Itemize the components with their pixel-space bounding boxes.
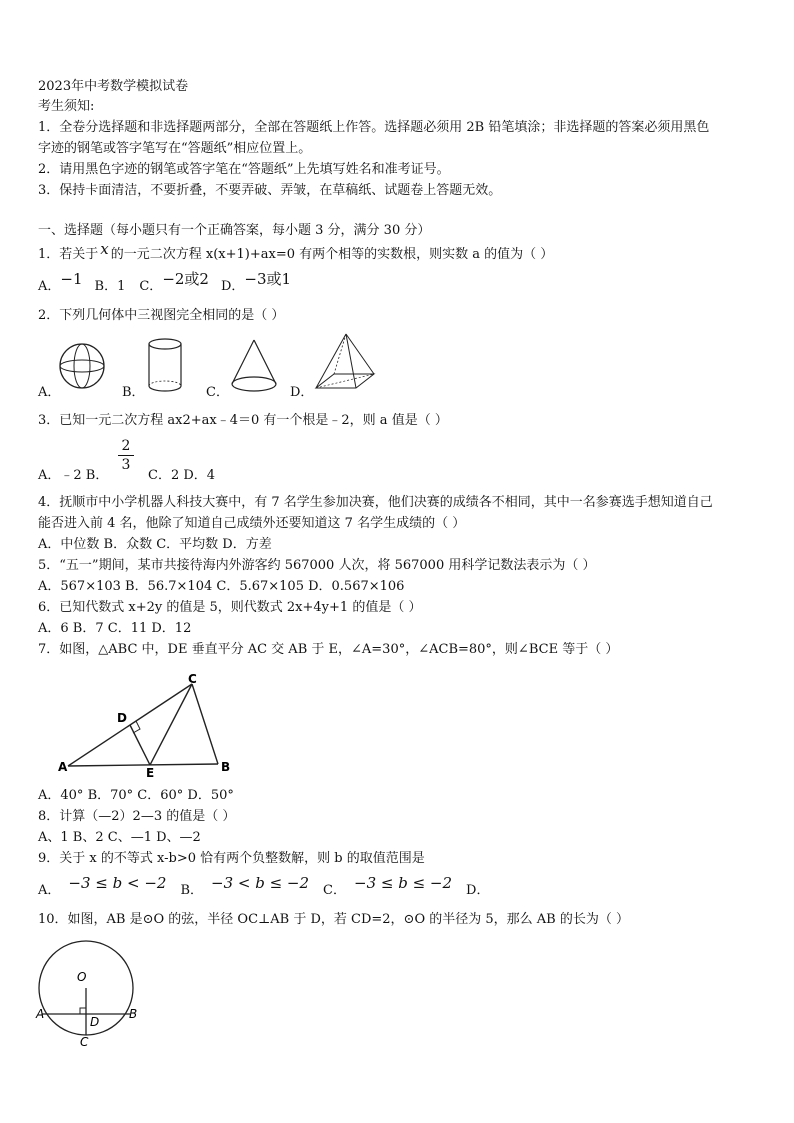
q9-stem: 9．关于 x 的不等式 x-b>0 恰有两个负整数解，则 b 的取值范围是 — [38, 851, 425, 866]
label-c: C — [188, 672, 197, 686]
q1-opt-b: 1 — [117, 279, 126, 294]
exam-title: 2023年中考数学模拟试卷 — [38, 79, 189, 94]
label-b-circle: B — [129, 1007, 138, 1021]
q9-opt-b: −3 < b ≤ −2 — [211, 874, 310, 892]
triangle-figure — [56, 672, 236, 778]
q3-frac-den: 3 — [121, 457, 131, 473]
notice-3: 3．保持卡面清洁，不要折叠，不要弄破、弄皱，在草稿纸、试题卷上答题无效。 — [38, 183, 502, 198]
q3-fraction — [118, 438, 134, 473]
sphere-figure — [58, 338, 106, 394]
q2-opt-a: A． — [38, 385, 61, 400]
q1-stem-a: 1．若关于 — [38, 247, 99, 262]
sphere-meridian — [74, 344, 90, 388]
cylinder-figure — [143, 336, 187, 396]
q1-stem — [38, 240, 554, 264]
q3-opts-prefix: A．﹣2 B． — [38, 468, 109, 483]
q3-opts-suffix: C．2 D．4 — [148, 468, 216, 483]
circle-figure — [34, 936, 146, 1048]
q9-opt-a: −3 ≤ b < −2 — [68, 874, 167, 892]
q2-opt-c: C． — [206, 385, 229, 400]
q9-opt-c: −3 ≤ b ≤ −2 — [354, 874, 453, 892]
q1-opt-d-label: D． — [220, 279, 245, 294]
q6-stem: 6．已知代数式 x+2y 的值是 5，则代数式 2x+4y+1 的值是（ ） — [38, 600, 422, 615]
q4-stem-a: 4．抚顺市中小学机器人科技大赛中，有 7 名学生参加决赛，他们决赛的成绩各不相同，其中一名参赛选手想知道自己 — [38, 495, 713, 510]
q7-options: A．40° B．70° C．60° D．50° — [38, 788, 234, 803]
q1-opt-d: −3或1 — [244, 270, 292, 288]
label-b: B — [221, 760, 231, 774]
q3-stem: 3．已知一元二次方程 ax2+ax﹣4＝0 有一个根是﹣2，则 a 值是（ ） — [38, 413, 448, 428]
cylinder-bottom-back — [149, 381, 181, 386]
notice-1a: 1．全卷分选择题和非选择题两部分，全部在答题纸上作答。选择题必须用 2B 铅笔填涂；非选择题的答案必须用黑色 — [38, 120, 710, 135]
q9-opt-c-label: C． — [323, 883, 346, 898]
q2-opt-d: D． — [290, 385, 314, 400]
q9-options — [38, 874, 490, 900]
notice-title: 考生须知: — [38, 99, 95, 114]
notice-1b: 字迹的钢笔或答字笔写在“答题纸”相应位置上。 — [38, 141, 312, 156]
q1-options — [38, 270, 292, 296]
label-a: A — [58, 760, 68, 774]
right-angle-mark-circle — [80, 1008, 86, 1014]
q1-opt-a-label: A． — [38, 279, 61, 294]
q1-opt-c-label: C． — [139, 279, 163, 294]
cylinder-bottom-front — [149, 386, 181, 391]
q2-opt-b: B． — [122, 385, 145, 400]
q1-var: x — [100, 240, 109, 258]
segment-de — [130, 725, 150, 765]
cone-base — [232, 377, 276, 391]
q2-stem: 2．下列几何体中三视图完全相同的是（ ） — [38, 308, 285, 323]
q5-options: A．567×103 B．56.7×104 C．5.67×105 D．0.567×106 — [38, 579, 405, 594]
q1-opt-c: −2或2 — [162, 270, 209, 288]
q9-opt-b-label: B． — [180, 883, 203, 898]
q8-stem: 8．计算（—2）2—3 的值是（ ） — [38, 809, 236, 824]
q1-opt-a: −1 — [60, 270, 83, 288]
q9-opt-d-label: D． — [466, 883, 490, 898]
q7-stem: 7．如图，△ABC 中，DE 垂直平分 AC 交 AB 于 E，∠A=30°，∠ACB=80°，则∠BCE 等于（ ） — [38, 642, 619, 657]
q3-frac-bar — [118, 455, 134, 456]
q1-stem-b: 的一元二次方程 x(x+1)+ax=0 有两个相等的实数根，则实数 a 的值为（ ） — [110, 247, 554, 262]
q6-options: A．6 B．7 C．11 D．12 — [38, 621, 192, 636]
q4-options: A．中位数 B．众数 C．平均数 D．方差 — [38, 537, 272, 552]
cylinder-top — [149, 339, 181, 349]
q4-stem-b: 能否进入前 4 名，他除了知道自己成绩外还要知道这 7 名学生成绩的（ ） — [38, 516, 466, 531]
cone-figure — [228, 336, 280, 396]
q3-frac-num: 2 — [121, 438, 131, 454]
label-e: E — [146, 766, 155, 778]
q1-opt-b-label: B． — [94, 279, 118, 294]
segment-ce — [150, 684, 192, 765]
side-bc — [192, 684, 218, 764]
q8-options: A、1 B、2 C、—1 D、—2 — [38, 830, 201, 845]
q5-stem: 5．“五一”期间，某市共接待海内外游客约 567000 人次，将 567000 用科学记数法表示为（ ） — [38, 558, 596, 573]
label-c-circle: C — [80, 1035, 89, 1048]
label-d: D — [117, 711, 127, 725]
pyramid-figure — [312, 330, 378, 396]
side-ab — [68, 764, 218, 766]
section-title: 一、选择题（每小题只有一个正确答案，每小题 3 分，满分 30 分） — [38, 223, 431, 238]
q9-opt-a-label: A． — [38, 883, 61, 898]
q10-stem: 10．如图，AB 是⊙O 的弦，半径 OC⊥AB 于 D，若 CD=2，⊙O 的半径为 5，那么 AB 的长为（ ） — [38, 912, 629, 927]
label-o: O — [77, 970, 87, 984]
notice-2: 2．请用黑色字迹的钢笔或答字笔在“答题纸”上先填写姓名和准考证号。 — [38, 162, 450, 177]
sphere-outline — [60, 344, 104, 388]
label-a-circle: A — [36, 1007, 45, 1021]
label-d-circle: D — [90, 1015, 100, 1029]
sphere-equator — [60, 360, 104, 372]
